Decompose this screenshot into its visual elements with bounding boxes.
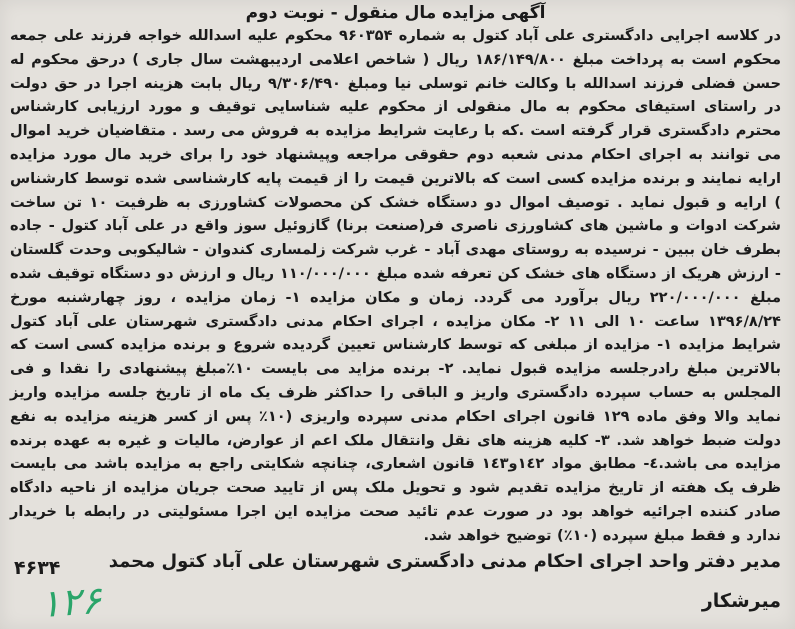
notice-title: آگهی مزایده مال منقول - نوبت دوم (245, 3, 546, 23)
notice-signature: مدیر دفتر واحد اجرای احکام مدنی دادگستری شهرستان علی آباد کتول محمد (108, 550, 781, 572)
notice-code: ۴۶۳۴ (14, 557, 61, 579)
handwritten-annotation: ۱۲۶ (38, 577, 103, 627)
signer-name: میرشکار (701, 590, 781, 612)
notice-body: در کلاسه اجرایی دادگستری علی آباد کتول به شماره ۹۶۰۳۵۴ محکوم علیه اسدالله خواجه فرزند علی جمعه محکوم است به پرداخت مبلغ ۱۸۶/۱۴۹/۸۰۰ ریال ( شاخص اعلامی اردیبهشت سال جاری ) درحق محکوم له حسن فضلی فرزند اسدالله با وکالت خانم توسلی نیا ومبلغ ۹/۳۰۶/۴۹۰ ریال بابت هزینه اجرا در حق دولت در راستای استیفای محکوم به مال منقولی از محکوم علیه شناسایی توقیف و مورد ارزیابی کارشناس محترم دادگستری قرار گرفته است .که با رعایت شرایط مزایده به فروش می رسد . متقاضیان خرید اموال می توانند به اجرای احکام مدنی شعبه دوم حقوقی مراجعه وپیشنهاد خود را برای خرید مال مورد مزایده ارایه نمایند و برنده مزایده کسی است که بالاترین قیمت را از قیمت پایه کارشناسی شده توسط کارشناس ) ارایه و قبول نماید . توصیف اموال دو دستگاه خشک کن محصولات کشاورزی به ظرفیت ۱۰ تن ساخت شرکت ادوات و ماشین های کشاورزی ناصری فر(صنعت برنا) گازوئیل سوز واقع در علی آباد کتول - جاده بطرف خان ببین - نرسیده به روستای مهدی آباد - غرب شرکت زلمساری کندوان - شالیکوبی وحدت گلستان - ارزش هریک از دستگاه های خشک کن تعرفه شده مبلغ ۱۱۰/۰۰۰/۰۰۰ ریال و ارزش دو دستگاه توقیف شده مبلغ ۲۲۰/۰۰۰/۰۰۰ ریال برآورد می گردد. زمان و مکان مزایده ۱- زمان مزایده ، روز چهارشنبه مورخ ۱۳۹۶/۸/۲۴ ساعت ۱۰ الی ۱۱ ۲- مکان مزایده ، اجرای احکام مدنی دادگستری شهرستان علی آباد کتول شرایط مزایده ۱- مزایده از مبلغی که توسط کارشناس تعیین گردیده شروع و برنده مزایده کسی است که بالاترین مبلغ رادرجلسه مزایده قبول نماید. ۲- برنده مزاید می بایست ۱۰٪مبلغ پیشنهادی را نقدا و فی المجلس به حساب سپرده دادگستری واریز و الباقی را حداکثر ظرف یک ماه از تاریخ جلسه مزایده واریز نماید والا وفق ماده ۱۲۹ قانون اجرای احکام مدنی سپرده واریزی (۱۰٪ پس از کسر هزینه مزایده به نفع دولت ضبط خواهد شد. ۳- کلیه هزینه های نقل وانتقال ملک اعم از عوارض، مالیات و غیره به عهده برنده مزایده می باشد.٤- مطابق مواد ۱٤۲و۱٤۳ قانون اشعاری، چنانچه شکایتی راجع به مزایده باشد می بایست ظرف یک هفته از تاریخ مزایده تقدیم شود و تحویل ملک پس از تایید صحت جریان مزایده از ناحیه دادگاه صادر کننده اجرائیه خواهد بود در صورت عدم تائید صحت مزایده این اجرا مسئولیتی در رابطه با خریدار ندارد و فقط مبلغ سپرده (۱۰٪) توضیح خواهد شد. (10, 27, 782, 544)
